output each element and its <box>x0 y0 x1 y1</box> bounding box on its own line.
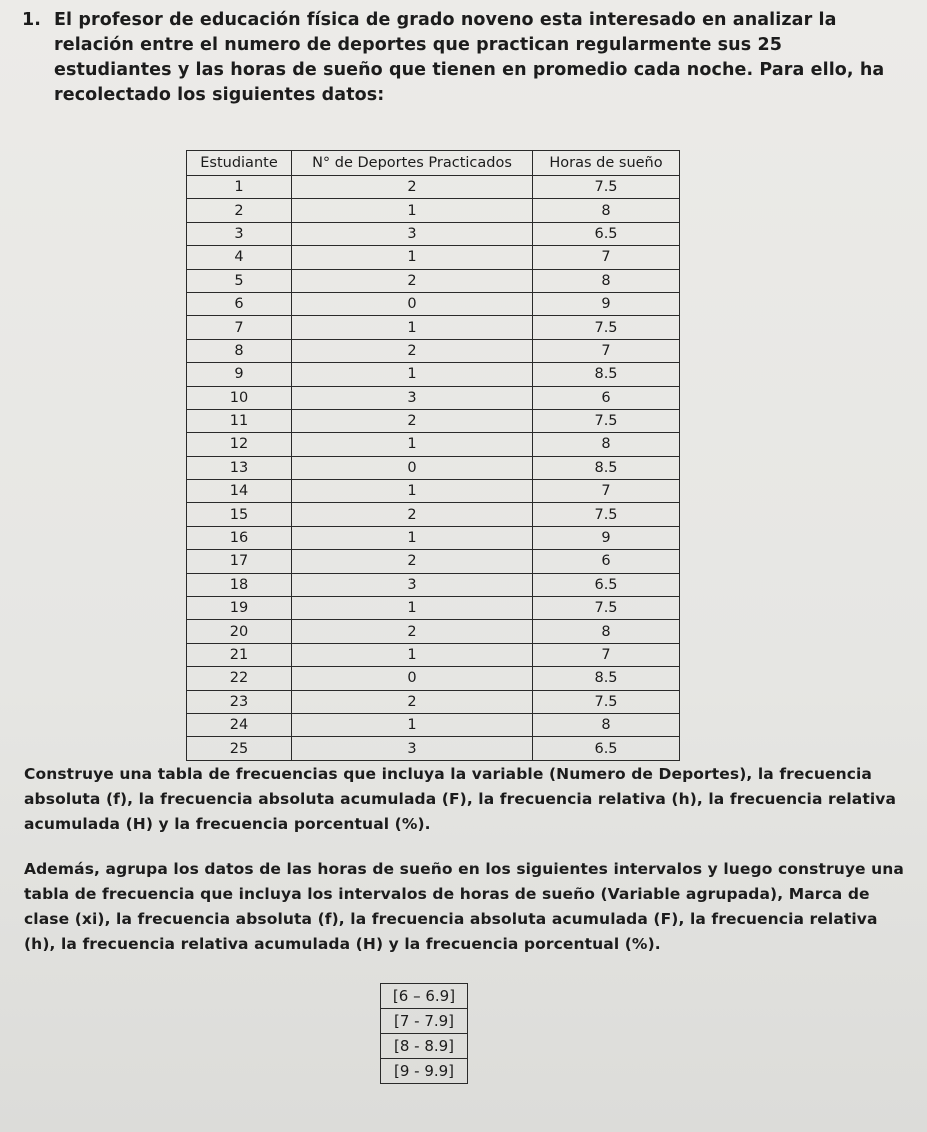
cell-sports: 2 <box>292 620 533 643</box>
cell-student: 16 <box>187 526 292 549</box>
cell-sleep-hours: 6.5 <box>533 222 680 245</box>
cell-sleep-hours: 7 <box>533 246 680 269</box>
cell-student: 3 <box>187 222 292 245</box>
cell-student: 1 <box>187 176 292 199</box>
table-row <box>187 737 680 760</box>
table-row <box>187 246 680 269</box>
cell-student: 22 <box>187 667 292 690</box>
intervals-table <box>380 983 468 1084</box>
cell-sports: 3 <box>292 386 533 409</box>
cell-sports: 1 <box>292 643 533 666</box>
instruction-part-1: Construye una tabla de frecuencias que incluya la variable (Numero de Deportes), la frecuencia absoluta (f), la frecuencia absoluta acumulada (F), la frecuencia relativa (h), la frecuencia relativa acumulada (H) y la frecuencia porcentual (%). <box>24 765 897 833</box>
cell-sleep-hours: 7 <box>533 480 680 503</box>
cell-sleep-hours: 7 <box>533 643 680 666</box>
cell-sleep-hours: 7.5 <box>533 503 680 526</box>
cell-sports: 0 <box>292 292 533 315</box>
cell-sleep-hours: 8.5 <box>533 456 680 479</box>
cell-sports: 2 <box>292 269 533 292</box>
cell-sleep-hours: 9 <box>533 526 680 549</box>
table-row <box>187 269 680 292</box>
header-sports: N° de Deportes Practicados <box>292 151 533 176</box>
table-row <box>187 222 680 245</box>
table-row <box>187 433 680 456</box>
cell-sports: 1 <box>292 713 533 736</box>
table-row <box>187 573 680 596</box>
cell-sleep-hours: 8 <box>533 269 680 292</box>
problem-statement: El profesor de educación física de grado noveno esta interesado en analizar la relación entre el numero de deportes que practican regularmente sus 25 estudiantes y las horas de sueño que tienen en promedio cada noche. Para ello, ha recolectado los siguientes datos: <box>54 10 885 105</box>
table-row <box>187 713 680 736</box>
cell-sleep-hours: 6 <box>533 386 680 409</box>
cell-student: 15 <box>187 503 292 526</box>
header-sleep-hours: Horas de sueño <box>533 151 680 176</box>
cell-sleep-hours: 6 <box>533 550 680 573</box>
cell-sleep-hours: 9 <box>533 292 680 315</box>
cell-student: 19 <box>187 597 292 620</box>
cell-sleep-hours: 7.5 <box>533 690 680 713</box>
cell-student: 8 <box>187 339 292 362</box>
cell-sports: 1 <box>292 363 533 386</box>
table-row <box>187 292 680 315</box>
cell-sleep-hours: 7 <box>533 339 680 362</box>
table-row <box>187 503 680 526</box>
cell-sleep-hours: 6.5 <box>533 573 680 596</box>
cell-sports: 0 <box>292 456 533 479</box>
cell-student: 21 <box>187 643 292 666</box>
data-table-header-row <box>187 151 680 176</box>
table-row <box>187 339 680 362</box>
cell-sports: 1 <box>292 199 533 222</box>
cell-sports: 2 <box>292 503 533 526</box>
cell-sleep-hours: 8 <box>533 433 680 456</box>
table-row <box>187 690 680 713</box>
cell-student: 10 <box>187 386 292 409</box>
table-row <box>187 456 680 479</box>
table-row <box>187 409 680 432</box>
cell-sports: 2 <box>292 339 533 362</box>
interval-cell: [8 - 8.9] <box>381 1034 468 1059</box>
table-row <box>187 526 680 549</box>
cell-student: 17 <box>187 550 292 573</box>
cell-student: 4 <box>187 246 292 269</box>
cell-sleep-hours: 7.5 <box>533 176 680 199</box>
cell-sports: 1 <box>292 433 533 456</box>
instruction-part-2: Además, agrupa los datos de las horas de sueño en los siguientes intervalos y luego construye una tabla de frecuencia que incluya los intervalos de horas de sueño (Variable agrupada), Marca de clase (xi), la frecuencia absoluta (f), la frecuencia absoluta acumulada (F), la frecuencia relativa (h), la frecuencia relativa acumulada (H) y la frecuencia porcentual (%). <box>24 860 904 953</box>
table-row <box>187 363 680 386</box>
data-table-body <box>187 176 680 761</box>
cell-sleep-hours: 8 <box>533 713 680 736</box>
table-row <box>187 620 680 643</box>
cell-sports: 1 <box>292 480 533 503</box>
interval-cell: [9 - 9.9] <box>381 1059 468 1084</box>
cell-student: 24 <box>187 713 292 736</box>
cell-student: 13 <box>187 456 292 479</box>
cell-student: 11 <box>187 409 292 432</box>
cell-student: 18 <box>187 573 292 596</box>
table-row <box>187 176 680 199</box>
cell-sleep-hours: 8.5 <box>533 667 680 690</box>
cell-student: 25 <box>187 737 292 760</box>
cell-sports: 1 <box>292 526 533 549</box>
cell-student: 2 <box>187 199 292 222</box>
cell-sports: 2 <box>292 690 533 713</box>
cell-student: 14 <box>187 480 292 503</box>
interval-row <box>381 1059 468 1084</box>
cell-sports: 0 <box>292 667 533 690</box>
cell-sleep-hours: 7.5 <box>533 409 680 432</box>
interval-row <box>381 984 468 1009</box>
cell-sleep-hours: 8.5 <box>533 363 680 386</box>
cell-student: 23 <box>187 690 292 713</box>
cell-student: 7 <box>187 316 292 339</box>
intervals-table-body <box>381 984 468 1084</box>
cell-student: 5 <box>187 269 292 292</box>
cell-sports: 1 <box>292 316 533 339</box>
cell-student: 6 <box>187 292 292 315</box>
cell-sports: 3 <box>292 222 533 245</box>
cell-sleep-hours: 8 <box>533 620 680 643</box>
cell-sleep-hours: 7.5 <box>533 597 680 620</box>
cell-student: 20 <box>187 620 292 643</box>
data-table <box>186 150 680 761</box>
cell-sleep-hours: 6.5 <box>533 737 680 760</box>
header-student: Estudiante <box>187 151 292 176</box>
cell-sports: 2 <box>292 550 533 573</box>
table-row <box>187 550 680 573</box>
cell-sports: 3 <box>292 573 533 596</box>
interval-cell: [6 – 6.9] <box>381 984 468 1009</box>
table-row <box>187 316 680 339</box>
table-row <box>187 643 680 666</box>
cell-sports: 1 <box>292 246 533 269</box>
table-row <box>187 597 680 620</box>
table-row <box>187 386 680 409</box>
cell-sports: 2 <box>292 176 533 199</box>
cell-sports: 2 <box>292 409 533 432</box>
cell-sports: 1 <box>292 597 533 620</box>
interval-row <box>381 1009 468 1034</box>
interval-cell: [7 - 7.9] <box>381 1009 468 1034</box>
cell-sleep-hours: 8 <box>533 199 680 222</box>
cell-sleep-hours: 7.5 <box>533 316 680 339</box>
problem-number: 1. <box>22 10 42 30</box>
interval-row <box>381 1034 468 1059</box>
table-row <box>187 480 680 503</box>
cell-student: 9 <box>187 363 292 386</box>
cell-student: 12 <box>187 433 292 456</box>
table-row <box>187 199 680 222</box>
table-row <box>187 667 680 690</box>
cell-sports: 3 <box>292 737 533 760</box>
